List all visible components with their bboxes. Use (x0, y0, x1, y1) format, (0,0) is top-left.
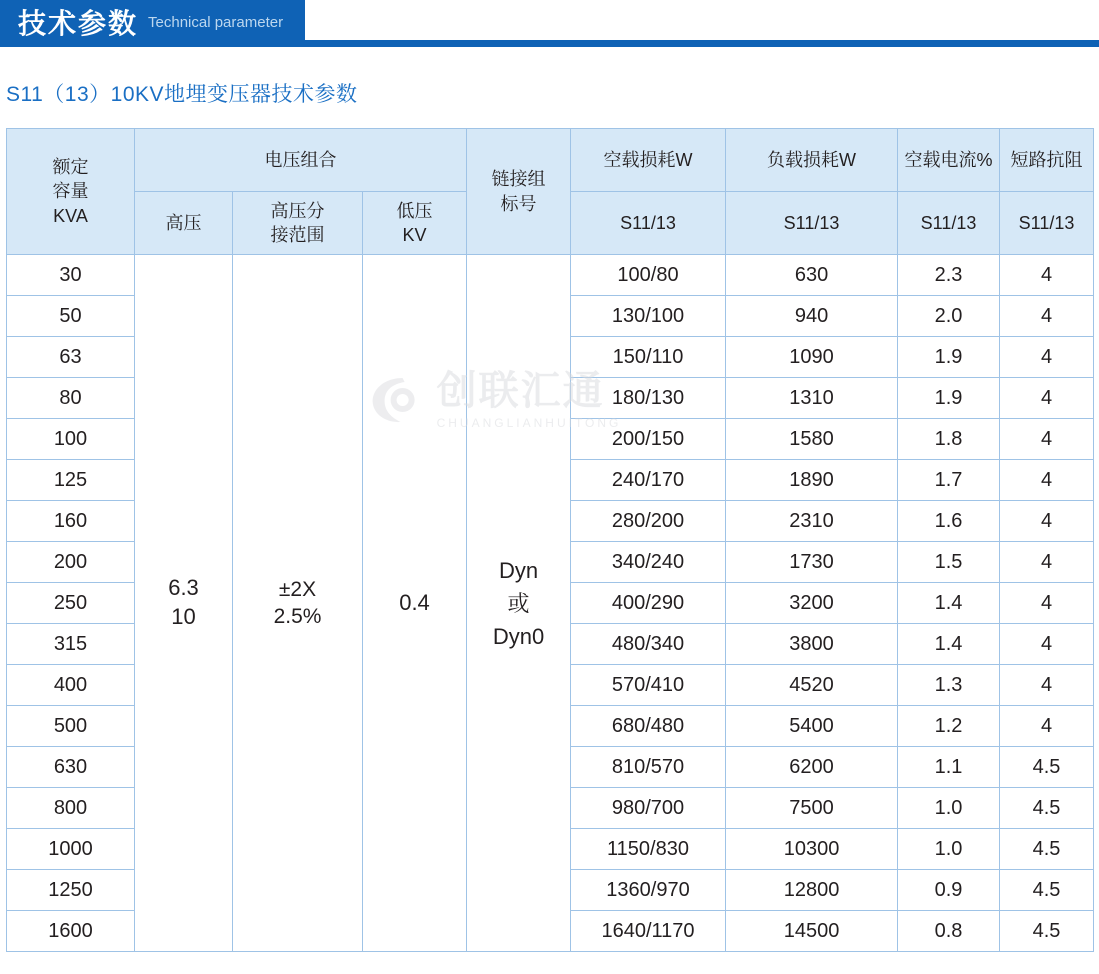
cell-load-loss: 1310 (726, 378, 898, 419)
header-cell-kva (7, 129, 135, 255)
cell-no-load-loss: 180/130 (571, 378, 726, 419)
hv-value-line2: 10 (171, 604, 196, 629)
cell-no-load-current: 1.6 (898, 501, 1000, 542)
page-title: S11（13）10KV地埋变压器技术参数 (6, 83, 358, 106)
cell-load-loss: 1730 (726, 542, 898, 583)
cell-impedance: 4 (1000, 378, 1094, 419)
cell-impedance: 4.5 (1000, 870, 1094, 911)
header-cell-tap-range (233, 192, 363, 255)
cell-no-load-loss: 240/170 (571, 460, 726, 501)
header-cell-no-load-current: 空载电流% (898, 129, 1000, 192)
spec-table-container (6, 128, 1093, 952)
cell-kva: 250 (7, 583, 135, 624)
cell-no-load-current: 2.0 (898, 296, 1000, 337)
table-header (7, 129, 1094, 255)
cell-load-loss: 12800 (726, 870, 898, 911)
cell-no-load-current: 2.3 (898, 255, 1000, 296)
cell-kva: 125 (7, 460, 135, 501)
cell-impedance: 4 (1000, 542, 1094, 583)
cell-no-load-current: 1.1 (898, 747, 1000, 788)
cell-impedance: 4.5 (1000, 788, 1094, 829)
cell-no-load-current: 1.4 (898, 583, 1000, 624)
cell-kva: 500 (7, 706, 135, 747)
cell-load-loss: 6200 (726, 747, 898, 788)
cell-impedance: 4 (1000, 706, 1094, 747)
cell-no-load-loss: 1150/830 (571, 829, 726, 870)
cell-kva: 100 (7, 419, 135, 460)
header-cell-impedance: 短路抗阻 (1000, 129, 1094, 192)
cell-no-load-loss: 810/570 (571, 747, 726, 788)
cell-load-loss: 2310 (726, 501, 898, 542)
cell-link-value (467, 255, 571, 952)
header-cell-voltage-group: 电压组合 (135, 129, 467, 192)
header-cell-lv (363, 192, 467, 255)
header-tap-line1: 高压分 (270, 200, 325, 221)
header-link-line2: 标号 (500, 193, 537, 214)
header-cell-model-impedance: S11/13 (1000, 192, 1094, 255)
cell-no-load-current: 1.7 (898, 460, 1000, 501)
cell-no-load-current: 1.8 (898, 419, 1000, 460)
header-title-cn: 技术参数 (18, 7, 139, 39)
header-tab (0, 0, 305, 47)
cell-kva: 200 (7, 542, 135, 583)
cell-kva: 1250 (7, 870, 135, 911)
cell-no-load-current: 1.9 (898, 337, 1000, 378)
cell-no-load-loss: 130/100 (571, 296, 726, 337)
header-cell-load-loss: 负载损耗W (726, 129, 898, 192)
page-header (0, 0, 1099, 56)
cell-no-load-loss: 1640/1170 (571, 911, 726, 952)
table-body (7, 255, 1094, 952)
spec-table (6, 128, 1094, 952)
cell-kva: 50 (7, 296, 135, 337)
cell-kva: 630 (7, 747, 135, 788)
header-link-line1: 链接组 (491, 169, 546, 190)
cell-no-load-loss: 150/110 (571, 337, 726, 378)
cell-load-loss: 1890 (726, 460, 898, 501)
cell-load-loss: 7500 (726, 788, 898, 829)
header-cell-link-group (467, 129, 571, 255)
cell-no-load-loss: 200/150 (571, 419, 726, 460)
link-value-line2: 或 (507, 590, 530, 616)
cell-no-load-loss: 400/290 (571, 583, 726, 624)
cell-load-loss: 4520 (726, 665, 898, 706)
cell-kva: 1000 (7, 829, 135, 870)
cell-no-load-current: 1.9 (898, 378, 1000, 419)
cell-no-load-loss: 280/200 (571, 501, 726, 542)
watermark-cn: 创联汇通 (436, 369, 605, 413)
table-header-row-1 (7, 129, 1094, 192)
cell-no-load-current: 1.3 (898, 665, 1000, 706)
cell-kva: 400 (7, 665, 135, 706)
header-cell-no-load-loss: 空载损耗W (571, 129, 726, 192)
cell-impedance: 4 (1000, 665, 1094, 706)
header-kva-line2: 容量 (52, 181, 89, 202)
cell-kva: 63 (7, 337, 135, 378)
cell-impedance: 4 (1000, 624, 1094, 665)
cell-load-loss: 3800 (726, 624, 898, 665)
cell-impedance: 4 (1000, 501, 1094, 542)
header-tap-line2: 接范围 (270, 225, 325, 245)
cell-no-load-current: 1.0 (898, 788, 1000, 829)
cell-lv-value: 0.4 (363, 255, 467, 952)
cell-no-load-loss: 100/80 (571, 255, 726, 296)
cell-impedance: 4 (1000, 419, 1094, 460)
cell-kva: 160 (7, 501, 135, 542)
cell-no-load-loss: 340/240 (571, 542, 726, 583)
header-lv-line1: 低压 (396, 200, 433, 221)
cell-kva: 80 (7, 378, 135, 419)
header-cell-model-current: S11/13 (898, 192, 1000, 255)
cell-no-load-current: 1.4 (898, 624, 1000, 665)
cell-tap-value (233, 255, 363, 952)
table-row (7, 255, 1094, 296)
cell-no-load-loss: 680/480 (571, 706, 726, 747)
cell-kva: 315 (7, 624, 135, 665)
cell-kva: 30 (7, 255, 135, 296)
tap-value-line1: ±2X (278, 577, 317, 601)
cell-no-load-current: 1.2 (898, 706, 1000, 747)
cell-impedance: 4.5 (1000, 911, 1094, 952)
cell-load-loss: 14500 (726, 911, 898, 952)
cell-load-loss: 1090 (726, 337, 898, 378)
cell-no-load-loss: 480/340 (571, 624, 726, 665)
link-value-line1: Dyn (498, 557, 539, 583)
cell-no-load-loss: 1360/970 (571, 870, 726, 911)
cell-load-loss: 940 (726, 296, 898, 337)
header-cell-model-load: S11/13 (726, 192, 898, 255)
cell-no-load-current: 0.8 (898, 911, 1000, 952)
tap-value-line2: 2.5% (273, 605, 322, 628)
cell-load-loss: 1580 (726, 419, 898, 460)
header-cell-model-no-load: S11/13 (571, 192, 726, 255)
cell-impedance: 4 (1000, 460, 1094, 501)
cell-impedance: 4 (1000, 337, 1094, 378)
cell-impedance: 4 (1000, 296, 1094, 337)
header-kva-line3: KVA (53, 205, 88, 226)
cell-load-loss: 5400 (726, 706, 898, 747)
link-value-line3: Dyn0 (492, 623, 545, 649)
cell-no-load-current: 0.9 (898, 870, 1000, 911)
cell-hv-value (135, 255, 233, 952)
cell-kva: 800 (7, 788, 135, 829)
cell-load-loss: 10300 (726, 829, 898, 870)
cell-no-load-loss: 570/410 (571, 665, 726, 706)
cell-impedance: 4.5 (1000, 747, 1094, 788)
header-kva-line1: 额定 (52, 157, 89, 178)
watermark-en: CHUANGLIANHUITONG (436, 416, 622, 430)
hv-value-line1: 6.3 (168, 575, 199, 601)
cell-no-load-current: 1.5 (898, 542, 1000, 583)
header-title-en: Technical parameter (148, 14, 284, 31)
cell-impedance: 4.5 (1000, 829, 1094, 870)
cell-no-load-loss: 980/700 (571, 788, 726, 829)
cell-no-load-current: 1.0 (898, 829, 1000, 870)
header-lv-line2: KV (402, 225, 427, 245)
cell-impedance: 4 (1000, 583, 1094, 624)
cell-load-loss: 630 (726, 255, 898, 296)
header-cell-hv: 高压 (135, 192, 233, 255)
cell-impedance: 4 (1000, 255, 1094, 296)
cell-load-loss: 3200 (726, 583, 898, 624)
cell-kva: 1600 (7, 911, 135, 952)
